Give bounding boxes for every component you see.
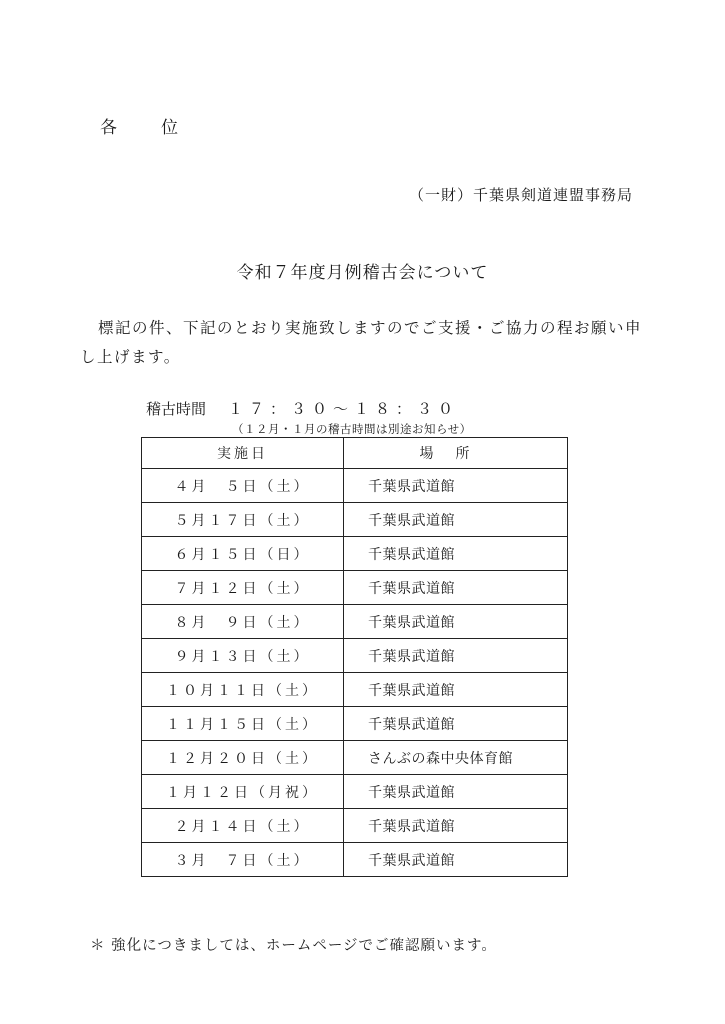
row-date: ３月 ７日（土） xyxy=(142,843,344,877)
row-place: 千葉県武道館 xyxy=(344,843,568,877)
table-row xyxy=(142,605,568,639)
row-date: ８月 ９日（土） xyxy=(142,605,344,639)
row-place: 千葉県武道館 xyxy=(344,605,568,639)
table-row xyxy=(142,469,568,503)
row-place: 千葉県武道館 xyxy=(344,537,568,571)
row-place: 千葉県武道館 xyxy=(344,707,568,741)
row-date: ５月１７日（土） xyxy=(142,503,344,537)
row-date: １月１２日（月祝） xyxy=(142,775,344,809)
practice-time-note: （１２月・１月の稽古時間は別途お知らせ） xyxy=(232,422,472,436)
row-place: 千葉県武道館 xyxy=(344,673,568,707)
row-place: 千葉県武道館 xyxy=(344,469,568,503)
row-date: １２月２０日（土） xyxy=(142,741,344,775)
footnote: ＊ 強化につきましては、ホームページでご確認願います。 xyxy=(90,938,497,954)
practice-time-value: １７：３０〜１８：３０ xyxy=(228,400,460,418)
table-row xyxy=(142,707,568,741)
row-date: ７月１２日（土） xyxy=(142,571,344,605)
row-date: ９月１３日（土） xyxy=(142,639,344,673)
sender-name: （一財）千葉県剣道連盟事務局 xyxy=(408,186,633,204)
table-row xyxy=(142,775,568,809)
document-title: 令和７年度月例稽古会について xyxy=(236,263,489,283)
header-place: 場所 xyxy=(344,438,568,469)
table-header-row xyxy=(142,438,568,469)
table-row xyxy=(142,673,568,707)
body-text: 標記の件、下記のとおり実施致しますのでご支援・ご協力の程お願い申し上げます。 xyxy=(80,319,643,366)
row-place: 千葉県武道館 xyxy=(344,775,568,809)
row-date: ６月１５日（日） xyxy=(142,537,344,571)
row-date: １０月１１日（土） xyxy=(142,673,344,707)
row-date: １１月１５日（土） xyxy=(142,707,344,741)
practice-time-label: 稽古時間 xyxy=(146,400,207,418)
row-date: ２月１４日（土） xyxy=(142,809,344,843)
table-row xyxy=(142,503,568,537)
table-row xyxy=(142,809,568,843)
table-row xyxy=(142,537,568,571)
table-row xyxy=(142,639,568,673)
row-place: 千葉県武道館 xyxy=(344,571,568,605)
addressee: 各位 xyxy=(100,118,222,138)
header-date: 実施日 xyxy=(142,438,344,469)
table-row xyxy=(142,843,568,877)
row-place: 千葉県武道館 xyxy=(344,503,568,537)
row-place: 千葉県武道館 xyxy=(344,809,568,843)
row-date: ４月 ５日（土） xyxy=(142,469,344,503)
table-row xyxy=(142,571,568,605)
row-place: さんぶの森中央体育館 xyxy=(344,741,568,775)
row-place: 千葉県武道館 xyxy=(344,639,568,673)
table-row xyxy=(142,741,568,775)
schedule-table xyxy=(141,437,568,877)
